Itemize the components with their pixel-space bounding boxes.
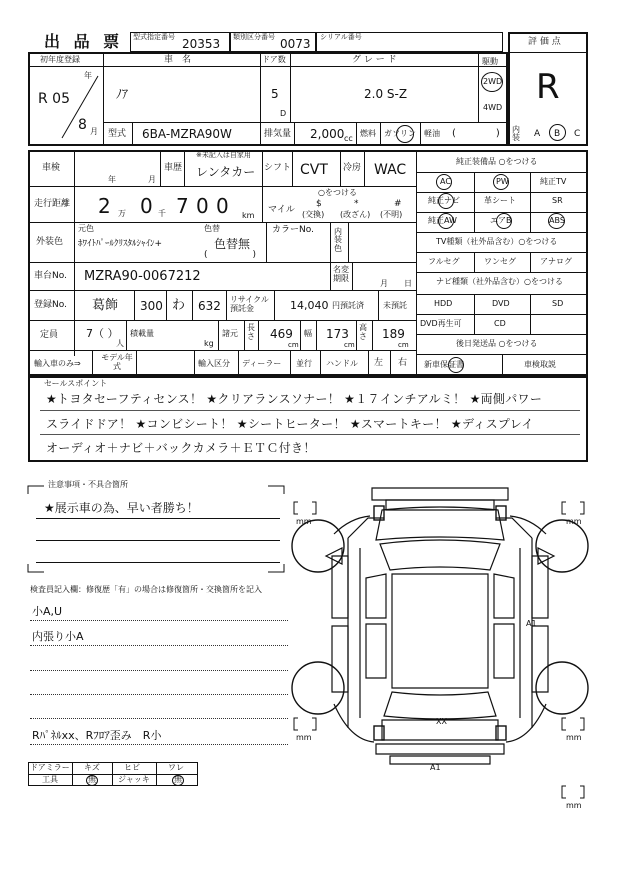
color-no-label: カラーNo.: [272, 225, 314, 235]
accessories-header-crack: ヒビ: [124, 763, 140, 772]
mile-option-3-text: (不明): [380, 210, 403, 219]
capacity-label: 定員: [40, 330, 59, 340]
load-unit: kg: [204, 339, 214, 348]
caution-bracket: [26, 484, 286, 574]
genuine-item-sr: SR: [552, 196, 563, 205]
caution-label: 注意事項・不具合箇所: [48, 480, 128, 489]
accessories-jack-circle: [172, 775, 184, 786]
model-value: 6BA-MZRA90W: [142, 127, 232, 141]
interior-grade-c: C: [574, 129, 581, 139]
tv-item-analog: アナログ: [540, 257, 572, 266]
recycle-label: リサイクル預託金: [230, 295, 269, 314]
genuine-item-airbag: エアB: [490, 216, 512, 225]
genuine-item-navi-circle: [438, 193, 454, 209]
score-value: R: [536, 67, 560, 107]
mileage-digit-2: 0: [140, 194, 153, 218]
mileage-label: 走行距離: [34, 199, 71, 209]
car-diagram: [290, 478, 590, 808]
fuel-gasoline-circle: [396, 125, 414, 143]
later-item-warranty: 新車保証書: [424, 360, 464, 369]
import-option-dealer: ディーラー: [242, 359, 282, 368]
mileage-digit-4: 0: [196, 194, 209, 218]
orig-color-label: 元色: [78, 224, 94, 233]
later-item-manual: 車検取説: [524, 360, 556, 369]
reg-area: 葛飾: [92, 298, 119, 313]
reg-class: 300: [140, 299, 163, 313]
repaint-label: 色替: [204, 224, 220, 233]
interior-label: 内装: [512, 125, 520, 142]
navi-item-dvd-play: DVD再生可: [420, 319, 462, 328]
tv-item-oneseg: ワンセグ: [484, 257, 516, 266]
repaint-paren: ( ): [204, 250, 257, 260]
inspection-year-unit: 年: [108, 175, 116, 184]
type-designation-label: 型式指定番号: [133, 33, 175, 41]
first-reg-month: 8: [78, 117, 87, 133]
inspector-line-2: 内張り小A: [32, 630, 84, 643]
length-unit: cm: [288, 341, 299, 349]
car-name-value: ﾉｱ: [116, 87, 129, 101]
reg-label: 登録No.: [34, 300, 67, 310]
accessories-jack-label: ジャッキ: [118, 775, 150, 784]
fuel-gasoline: ガソリン: [384, 129, 416, 138]
inspector-line-1: 小A,U: [32, 605, 63, 618]
tv-title: TV種類（社外品含む）○をつける: [436, 237, 558, 246]
interior-grade-b: B: [554, 129, 561, 139]
genuine-item-abs-circle: [548, 213, 565, 229]
mm-bottom: mm: [566, 801, 582, 810]
genuine-item-aw: 純正AW: [428, 216, 457, 225]
inspection-label: 車検: [42, 163, 61, 173]
category-label: 類別区分番号: [233, 33, 275, 41]
width-value: 173: [326, 327, 349, 341]
plate-expiry-month: 月: [380, 279, 388, 288]
navi-title: ナビ種類（社外品含む）○をつける: [436, 277, 563, 286]
navi-item-dvd: DVD: [492, 299, 510, 308]
height-unit: cm: [398, 341, 409, 349]
genuine-item-aw-circle: [438, 213, 454, 229]
genuine-item-ac: AC: [440, 177, 451, 186]
doors-value: 5: [271, 87, 279, 101]
import-label: 輸入車のみ⇒: [34, 359, 81, 368]
drive-4wd: 4WD: [483, 103, 503, 112]
fuel-other-paren: ( ): [452, 128, 500, 139]
displacement-label: 排気量: [264, 129, 292, 139]
handle-left: 左: [374, 358, 384, 368]
navi-item-cd: CD: [494, 319, 506, 328]
interior-grade-b-circle: [549, 124, 566, 141]
accessories-header-break: ワレ: [168, 763, 184, 772]
interior-color-label: 内装色: [334, 227, 342, 253]
mile-option-1-text: (交換): [302, 210, 325, 219]
handle-right: 右: [398, 358, 408, 368]
shift-value: CVT: [300, 162, 328, 178]
height-label: 高さ: [359, 323, 367, 341]
mile-option-2-sym: *: [354, 199, 359, 209]
drive-2wd-circle: [481, 72, 503, 92]
chassis-label: 車台No.: [34, 271, 67, 281]
mm-front-left: mm: [296, 517, 312, 526]
inspection-month-unit: 月: [148, 175, 156, 184]
displacement-value: 2,000: [310, 127, 345, 141]
accessories-header-mirror: ドアミラー: [30, 763, 70, 772]
inspector-label: 検査員記入欄：修復歴「有」の場合は修復箇所・交換箇所を記入: [30, 585, 262, 594]
plate-expiry-label: 名変期限: [333, 265, 349, 283]
tv-item-full: フルセグ: [428, 257, 460, 266]
model-year-label: モデル年式: [101, 353, 133, 371]
recycle-unit: 円預託済: [332, 301, 364, 310]
interior-grade-a: A: [534, 129, 541, 139]
recycle-value: 14,040: [290, 299, 329, 312]
accessories-jack-value: 無: [174, 775, 182, 784]
category-value: 0073: [280, 37, 311, 51]
drive-label: 駆動: [482, 57, 498, 66]
mark-a1-bottom: A1: [430, 763, 441, 772]
chassis-value: MZRA90-0067212: [84, 269, 201, 284]
inspector-line-6: Rﾊﾟﾈﾙxx、Rﾌﾛｱ歪み R小: [32, 729, 162, 742]
ac-label: 冷房: [343, 163, 362, 173]
mile-label: マイル: [268, 205, 295, 215]
color-label: 外装色: [36, 237, 64, 247]
sales-line-1: ★トヨタセーフティセンス！ ★クリアランスソナー！ ★１７インチアルミ！ ★両側パワー: [46, 392, 543, 406]
form-title: 出 品 票: [44, 32, 124, 51]
mileage-digit-5: 0: [216, 194, 229, 218]
import-option-parallel: 並行: [296, 359, 312, 368]
capacity-value: 7（ ）: [86, 327, 119, 340]
import-class-label: 輸入区分: [198, 359, 230, 368]
later-title: 後日発送品 ○をつける: [456, 339, 538, 348]
drive-2wd: 2WD: [483, 77, 503, 86]
history-value: レンタカー: [196, 165, 256, 179]
width-unit: cm: [344, 341, 355, 349]
caution-text: ★展示車の為、早い者勝ち！: [44, 501, 199, 515]
model-label: 型式: [108, 129, 127, 139]
dims-label: 諸元: [222, 329, 238, 338]
mileage-unit-km: km: [242, 211, 255, 220]
sales-label: セールスポイント: [44, 379, 108, 388]
doors-label: ドア数: [262, 55, 286, 64]
first-reg-era: R 05: [38, 91, 70, 107]
mark-xx: XX: [436, 717, 447, 726]
handle-label: ハンドル: [326, 359, 358, 368]
load-label: 積載量: [130, 329, 154, 338]
history-note: ※未記入は自家用: [196, 151, 251, 159]
genuine-item-leather: 革シート: [484, 196, 516, 205]
serial-label: シリアル番号: [320, 33, 362, 41]
first-reg-year-unit: 年: [84, 71, 92, 80]
height-value: 189: [382, 327, 405, 341]
accessories-tools-label: 工具: [42, 775, 58, 784]
width-label: 幅: [304, 329, 312, 338]
genuine-title: 純正装備品 ○をつける: [456, 157, 538, 166]
accessories-tools-value: 無: [88, 775, 96, 784]
mileage-digit-1: 2: [98, 194, 111, 218]
genuine-item-abs: ABS: [549, 216, 565, 225]
recycle-unpaid: 未預託: [383, 301, 407, 310]
mm-rear-left: mm: [296, 733, 312, 742]
mile-mark-label: ○をつける: [318, 188, 357, 197]
mark-a1-side: A1: [526, 619, 537, 628]
displacement-unit: cc: [344, 134, 353, 143]
genuine-item-tv: 純正TV: [540, 177, 567, 186]
fuel-diesel: 軽油: [424, 129, 440, 138]
mm-rear-right: mm: [566, 733, 582, 742]
mileage-digit-3: 7: [176, 194, 189, 218]
length-label: 長さ: [247, 323, 255, 341]
plate-expiry-day: 日: [404, 279, 412, 288]
length-value: 469: [270, 327, 293, 341]
shift-label: シフト: [264, 163, 292, 173]
car-name-label: 車 名: [164, 55, 192, 65]
mm-front-right: mm: [566, 517, 582, 526]
navi-item-sd: SD: [552, 299, 564, 308]
fuel-label: 燃料: [360, 129, 376, 138]
doors-suffix: D: [280, 109, 287, 118]
accessories-tools-circle: [86, 775, 98, 786]
repaint-value: 色替無: [214, 237, 251, 251]
reg-kana: わ: [172, 298, 186, 313]
history-label: 車歴: [164, 163, 183, 173]
score-label: 評 価 点: [528, 37, 561, 47]
mile-option-3-sym: #: [394, 199, 402, 209]
genuine-item-pw-circle: [493, 174, 509, 190]
mileage-unit-sen: 千: [158, 209, 166, 218]
grade-label: グ レ ー ド: [352, 55, 397, 65]
capacity-unit: 人: [116, 339, 124, 348]
mile-option-2-text: (改ざん): [340, 210, 371, 219]
genuine-item-pw: PW: [496, 177, 509, 186]
sales-line-2: スライドドア！ ★コンビシート！ ★シートヒーター！ ★スマートキー！ ★ディスプレイ: [46, 417, 534, 431]
grade-value: 2.0 S-Z: [364, 87, 408, 101]
mileage-unit-man: 万: [118, 209, 126, 218]
type-designation-value: 20353: [182, 37, 221, 51]
genuine-item-ac-circle: [436, 174, 452, 190]
reg-number: 632: [198, 299, 221, 313]
orig-color-value: ﾎﾜｲﾄﾊﾟｰﾙｸﾘｽﾀﾙｼｬｲﾝ+: [78, 239, 163, 249]
later-item-warranty-circle: [448, 357, 464, 373]
first-reg-month-unit: 月: [90, 127, 98, 136]
sales-line-3: オーディオ＋ナビ＋バックカメラ＋ＥＴＣ付き！: [46, 441, 316, 455]
navi-item-hdd: HDD: [434, 299, 453, 308]
genuine-item-airbag-circle: [496, 213, 512, 229]
first-reg-label: 初年度登録: [40, 55, 80, 64]
accessories-header-scratch: キズ: [84, 763, 100, 772]
ac-value: WAC: [374, 162, 407, 178]
genuine-item-navi: 純正ナビ: [428, 196, 460, 205]
mile-option-1-sym: $: [316, 199, 322, 209]
